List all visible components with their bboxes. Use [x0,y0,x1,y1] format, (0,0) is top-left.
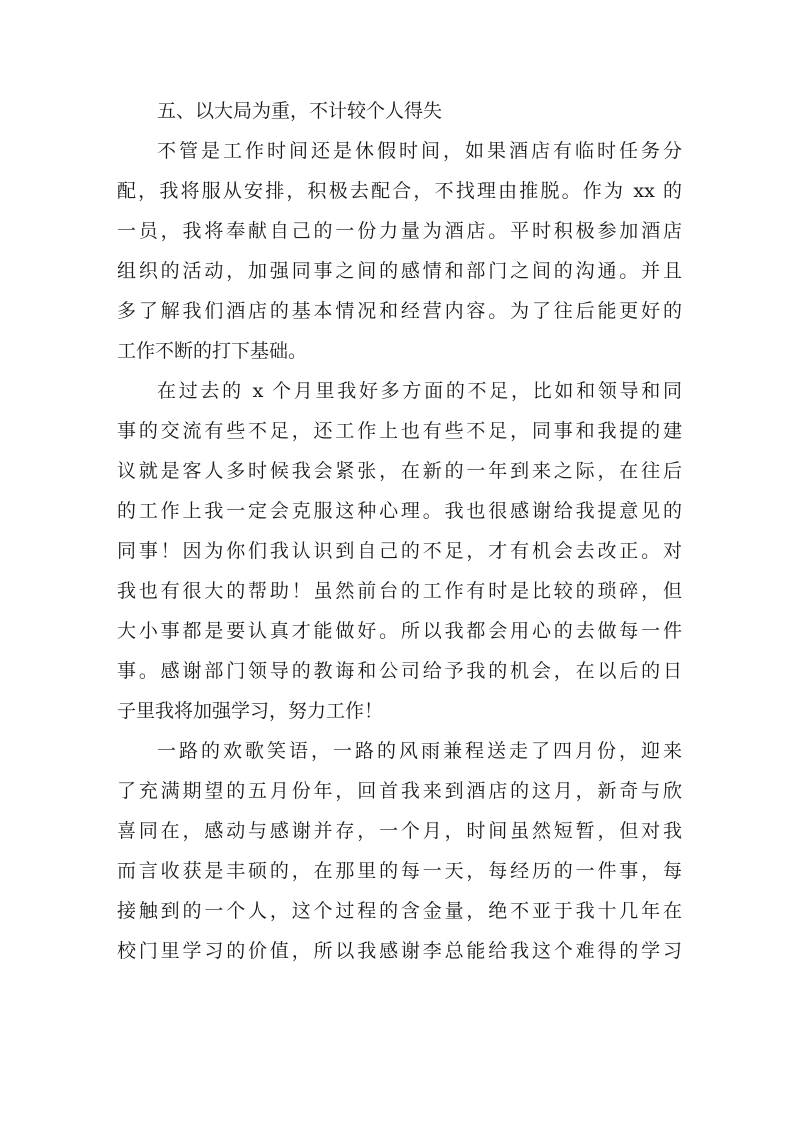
text-line: 接触到的一个人，这个过程的含金量，绝不亚于我十几年在 [117,900,682,922]
text-line: 我也有很大的帮助！虽然前台的工作有时是比较的琐碎，但 [117,580,682,602]
paragraph-2 [117,371,682,731]
section-heading: 五、以大局为重，不计较个人得失 [157,100,443,122]
text-line: 子里我将加强学习，努力工作！ [117,700,384,722]
text-line: 事。感谢部门领导的教诲和公司给予我的机会，在以后的日 [117,660,682,682]
paragraph-3 [117,731,682,971]
text-line: 组织的活动，加强同事之间的感情和部门之间的沟通。并且 [117,260,682,282]
text-line: 工作不断的打下基础。 [117,340,308,362]
text-line: 同事！因为你们我认识到自己的不足，才有机会去改正。对 [117,540,682,562]
document-body [117,91,682,971]
text-line: 的工作上我一定会克服这种心理。我也很感谢给我提意见的 [117,500,682,522]
text-line: 校门里学习的价值，所以我感谢李总能给我这个难得的学习 [117,940,682,962]
text-line: 一路的欢歌笑语，一路的风雨兼程送走了四月份，迎来 [157,740,682,762]
text-line: 喜同在，感动与感谢并存，一个月，时间虽然短暂，但对我 [117,820,682,842]
text-line: 不管是工作时间还是休假时间，如果酒店有临时任务分 [157,140,682,162]
text-line: 事的交流有些不足，还工作上也有些不足，同事和我提的建 [117,420,682,442]
text-line: 配，我将服从安排，积极去配合，不找理由推脱。作为 xx 的 [117,180,682,202]
paragraph-1 [117,131,682,371]
text-line: 多了解我们酒店的基本情况和经营内容。为了往后能更好的 [117,300,682,322]
text-line: 了充满期望的五月份年，回首我来到酒店的这月，新奇与欣 [117,780,682,802]
text-line: 而言收获是丰硕的，在那里的每一天，每经历的一件事，每 [117,860,682,882]
text-line: 在过去的 x 个月里我好多方面的不足，比如和领导和同 [157,380,682,402]
text-line: 一员，我将奉献自己的一份力量为酒店。平时积极参加酒店 [117,220,682,242]
text-line: 议就是客人多时候我会紧张，在新的一年到来之际，在往后 [117,460,682,482]
text-line: 大小事都是要认真才能做好。所以我都会用心的去做每一件 [117,620,682,642]
